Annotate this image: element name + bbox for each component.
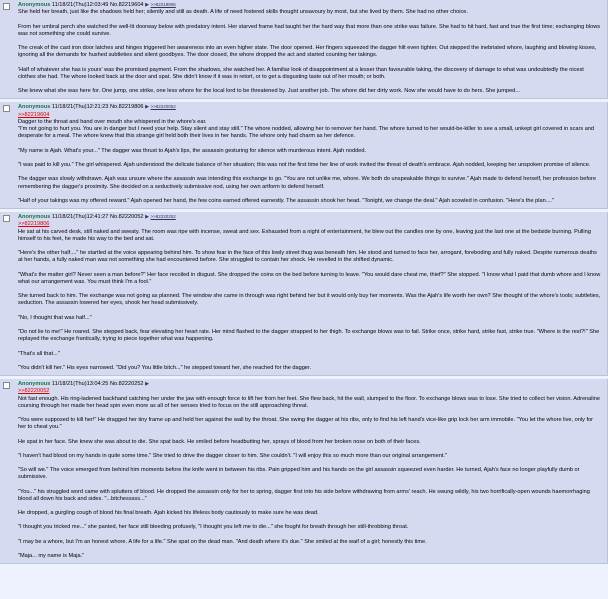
post-menu-arrow-icon[interactable]: ▶ [145,381,149,388]
post-paragraph: He spat in her face. She knew she was about to die. She spat back. He smiled before headbutting her, sprays of blood from her broken nose on both of their faces. [18,438,421,445]
post-menu-arrow-icon[interactable]: ▶ [145,104,149,111]
post-paragraph: The dagger was slowly withdrawn. Ajah was unsure where the assassin was intending this exchange to go. "You are not unlike me, whore. We both do unspeakable things to survive." Ajah made to defend herself, her profession before remembering the dagger's proximity. She decided on a seductively submissive nod, using her own artform to defend herself. [18,176,596,190]
post-number-link[interactable]: No.82220052 [109,214,144,221]
backlink[interactable]: >>82219806 [150,2,176,7]
post-number-link[interactable]: No.82219806 [109,104,144,111]
quote-link[interactable]: >>82219604 [18,111,50,118]
post-paragraph: She knew what she was here for. One jump, one strike, one less whore for the local lord to be threatened by. Just another job. The whore did her dirty work. Now she would have to do hers. She jumped... [18,88,520,95]
post-header [18,214,601,221]
post [0,379,608,564]
post-paragraph: "What's the matter girl? Never seen a man before?" Her face recoiled in disgust. She dropped the coins on the bed before turning to leave. "You would dare cheat me, thief?" She stopped. "I know what I paid that dumb whore and I know what our arrangement was. You must think I'm a fool." [18,271,601,285]
post-paragraph: From her umbral perch she watched the well-lit doorway below with predatory intent. Her starved frame had taught her the hard way that more than one strike was failure. She had to hit hard, fast and true the first time; exchanging blows was not something she could survive. [18,23,601,37]
poster-name: Anonymous [18,381,51,388]
post-header [18,381,601,388]
post-paragraph: He sat at his carved desk, still naked and sweaty. The room was ripe with incense, sweat and sex. Exhausted from a night of entertainment, he blew out the candles one by one, leaving just the last one at the bedside burning. Pulling himself to his feet, he made his way to the bed and sat. [18,228,591,242]
post-paragraph: "Half of your takings was my offered reward." Ajah opened her hand, the few coins earned offered earnestly. The assassin shook her head. "Tonight, we change the deal." Ajah scowled in confusion. "Here's the plan...." [18,197,554,204]
post-paragraph: "Maja... my name is Maja." [18,553,85,560]
post-menu-arrow-icon[interactable]: ▶ [145,2,149,8]
post-paragraph: "You..." his struggled word came with splutters of blood. He dropped the assassin only for her to spring, dagger first into his side before withdrawing from arms' reach. He swung wildly, his two horrifically-open wounds haemorrhaging blood all down his back and sides. "...bitchesssss..." [18,488,590,502]
poster-name: Anonymous [18,104,51,111]
post-header [18,104,601,111]
backlink[interactable]: >>82220252 [150,214,176,220]
post-number-link[interactable]: No.82219604 [109,2,144,8]
post-body [18,9,601,95]
post-paragraph: "My name is Ajah. What's your..." The dagger was thrust to Ajah's lips, the assassin gesturing for silence with murderous intent. Ajah nodded. [18,147,367,154]
post-body [18,112,601,205]
post-paragraph: She held her breath, just like the shadows held her; silently and still as death. A life of need fostered skills thought unsavoury by most, but she lived by them. She had no other choice. [18,9,468,16]
backlink[interactable]: >>82220052 [150,104,176,110]
poster-name: Anonymous [18,2,51,8]
post-paragraph: "I was paid to kill you." The girl whispered. Ajah understood the delicate balance of her situation; this was not the first time her line of work invited the threat of death's embrace. Ajah nodded, keeping her unspoken promise of silence. [18,161,591,168]
post-select-checkbox[interactable] [3,105,10,112]
post-body [18,221,601,372]
post-paragraph: "I thought you tricked me..." she panted, her face still bleeding profusely, "I thought you left me to die..." she fought for breath through her still-throbbing throat. [18,524,409,531]
quote-link[interactable]: >>82219806 [18,221,50,228]
post-paragraph: "That's all that..." [18,350,60,357]
post-paragraph: "Here's the other half...." he startled at the voice appearing behind him. To show fear in the face of this lowly street thug was beneath him. He stood and turned to face her, arrogant, foreboding and fully naked. Despite numerous deaths at her hands, a fully naked man was not something she had encountered before. She struggled to contain her shock. He revelled in the shifted dynamic. [18,250,597,264]
post-paragraph: The creak of the cast iron door latches and hinges triggered her awareness into an even higher state. The door opened. Her fingers squeezed the dagger hilt even tighter. Out stepped the inebriated whore, laughing and blowing kisses, ignoring all the demands for hushed subtleties and silent goodbyes. The door closed, the whore dropped the act and started counting her takings. [18,45,597,59]
post-date: 11/18/21(Thu)12:21:23 [51,104,109,111]
post-paragraph: "Do not lie to me!" He roared. She stepped back, fear elevating her heart rate. Her mind flashed to the dagger strapped to her thigh. To exchange blows was to fail. Strike once, strike hard, strike fast, strike true. "Where is the rest?!" She replayed the exchange frantically, trying to piece together what was happening. [18,328,600,343]
post-paragraph: Not fast enough. His ring-ladened backhand catching her under the jaw with enough force to lift her from her feet. She flew back, hit the wall, slumped to the floor. To exchange blows was to lose. She tried to collect her vision. Adrenaline coursing through her made her head spin even more as all of her senses tried to focus on the still approaching threat. [18,395,600,409]
post-select-checkbox[interactable] [3,3,10,10]
post [0,0,608,99]
post-paragraph: She turned back to him. The exchange was not going as planned. The window she came in through was right behind her but it would only buy her moments. Was the Ajah's life worth her own? She thought of the whore's tools; subtleties, seduction. The assassin lowered her eyes, shook her head submissively. [18,293,601,307]
poster-name: Anonymous [18,214,51,221]
post-number-link[interactable]: No.82220252 [109,381,144,388]
post-paragraph: "So will we." The voice emerged from behind him moments before the knife went in between his ribs. Pain gripped him and his hands on the girl assassin squeezed even harder. He turned, Ajah's face no longer playfully dumb or submissive. [18,467,580,481]
post-paragraph: "You didn't kill her." His eyes narrowed. "Did you? You little bitch..." he stepped toward her, she reached for the dagger. [18,364,312,371]
post-body [18,388,601,560]
post-select-checkbox[interactable] [3,382,10,389]
quote-link[interactable]: >>82220052 [18,388,50,395]
post-select-checkbox[interactable] [3,215,10,222]
post [0,212,608,376]
post-paragraph: "I may be a whore, but I'm an honest whore. A life for a life." She spat on the dead man. "And death where it's due." She smiled at the waif of a girl; honestly this time. [18,538,427,545]
post-paragraph: Dagger to the throat and hand over mouth she whispered in the whore's ear. "I'm not going to hurt you. You are in danger but I need your help. Stay silent and stay still." The whore nodded, allowing her to remover her hand. The whore turned to her would-be-killer to see a small, unkept girl covered in scars and desperate for a meal. The whore knew that this strange girl held both their lives in her hands. The whore only had charm as her defence. [18,118,595,140]
post-paragraph: He dropped, a gurgling cough of blood his final breath. Ajah kicked his lifeless body cautiously to make sure he was dead. [18,510,319,517]
post-date: 11/18/21(Thu)12:03:49 [51,2,109,8]
post-paragraph: 'Half of whatever she has is yours' was the promised payment. From the shadows, she watched her. A familiar look of disappointment at a lesser than favourable taking, the discovery of damage to what was undoubtedly the nicest clothes she had. The whore looked back at the door and spat. She didn't know if it was in retort, or to get a disgusting taste out of her mouth; or both. [18,66,584,80]
post-paragraph: "You were supposed to kill her!" He dragged her tiny frame up and held her against the wall by the throat. She swing the dagger at his ribs, only to find his left hand's vice-like grip lock her arm immobile. "You let the whore live, only for her to cheat you." [18,417,593,431]
post-paragraph: "No, I thought that was half..." [18,314,92,321]
post-date: 11/18/21(Thu)12:41:27 [51,214,109,221]
post-header [18,2,601,9]
post-date: 11/18/21(Thu)13:04:25 [51,381,109,388]
post-menu-arrow-icon[interactable]: ▶ [145,214,149,221]
post-paragraph: "I haven't had blood on my hands in quite some time." She tried to drive the dagger closer to him. She couldn't. "I will enjoy this so much more than our original arrangement." [18,452,447,459]
post [0,102,608,209]
